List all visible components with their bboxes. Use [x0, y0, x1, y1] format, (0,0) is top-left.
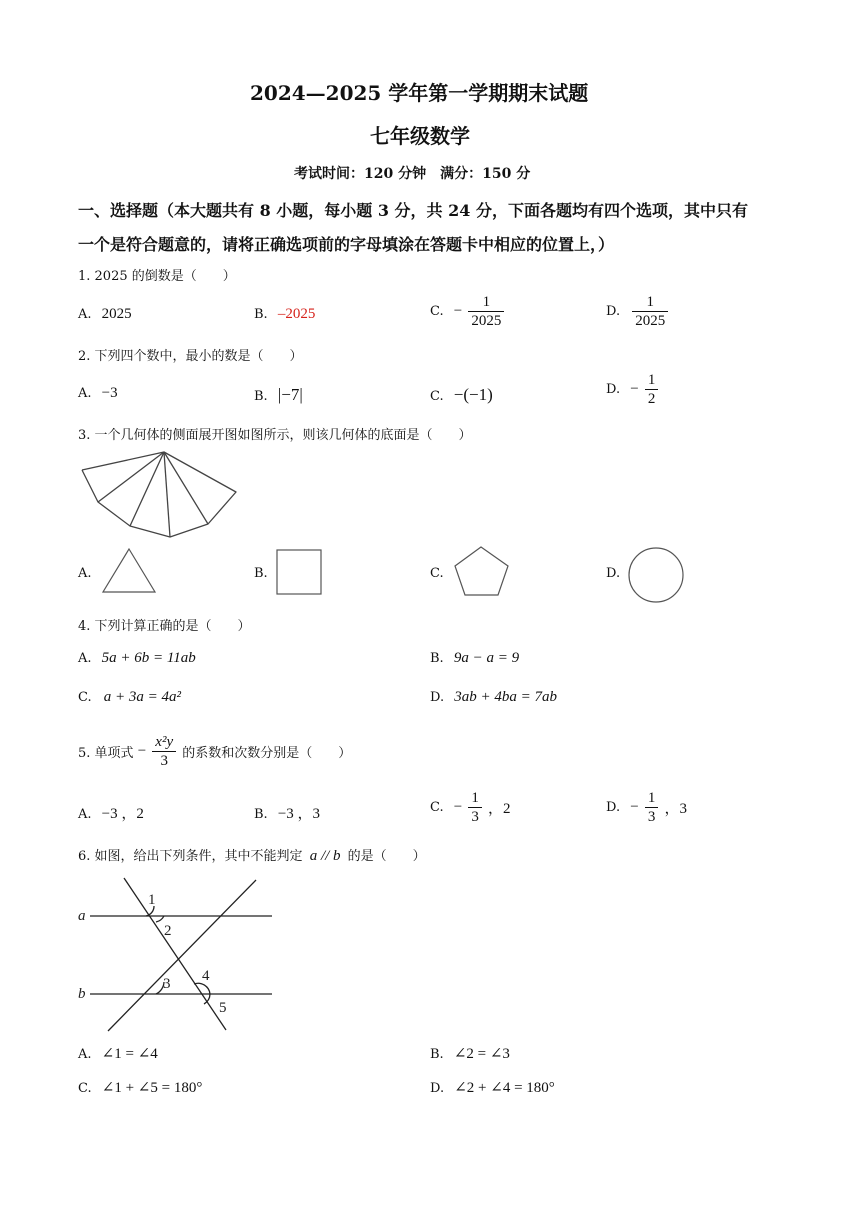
- net-fold-line: [164, 452, 170, 537]
- option-value: a + 3a = 4a²: [103, 689, 182, 705]
- option-fraction: [632, 293, 668, 330]
- option-value: 5a + 6b = 11ab: [101, 650, 196, 666]
- q4-option-a[interactable]: [78, 650, 196, 667]
- fraction-numerator: x²y: [152, 733, 176, 752]
- line-a-label: a: [78, 908, 86, 924]
- exam-info: 考试时间：120 分钟 满分：150 分: [294, 166, 531, 182]
- stem-prefix: 5. 单项式: [78, 746, 134, 761]
- question-3-stem: 3. 一个几何体的侧面展开图如图所示，则该几何体的底面是（ ）: [78, 428, 472, 443]
- fraction-denominator: 3: [160, 753, 168, 769]
- option-letter: C.: [78, 1081, 92, 1096]
- option-letter: C.: [430, 800, 444, 815]
- q2-option-c[interactable]: [430, 385, 493, 405]
- fraction-denominator: 2: [647, 391, 656, 407]
- option-value: −3 ，2: [101, 806, 144, 822]
- option-value: 9a − a = 9: [453, 650, 520, 666]
- question-5-stem: [78, 733, 351, 770]
- transversal-1: [124, 878, 226, 1030]
- q2-option-d[interactable]: [606, 371, 660, 408]
- fraction-denominator: 2025: [635, 313, 666, 329]
- q6-option-a[interactable]: [78, 1044, 158, 1063]
- option-letter: C.: [78, 690, 92, 705]
- option-value: ∠2 = ∠3: [453, 1046, 510, 1062]
- option-letter: D.: [606, 566, 621, 581]
- option-value: –2025: [277, 306, 316, 322]
- option-sign: −: [630, 381, 639, 397]
- q3-option-a[interactable]: [78, 566, 92, 581]
- option-fraction: [645, 371, 659, 408]
- exam-subtitle: 七年级数学: [370, 124, 470, 148]
- option-value: −3: [101, 385, 118, 401]
- option-letter: D.: [606, 304, 621, 319]
- pentagon-shape: [452, 544, 512, 600]
- section-heading-line2: 一个是符合题意的，请将正确选项前的字母填涂在答题卡中相应的位置上，）: [78, 235, 615, 254]
- option-fraction: [468, 789, 482, 826]
- option-sign: −: [453, 303, 463, 319]
- q1-option-a[interactable]: [78, 306, 132, 323]
- option-sign: −: [630, 799, 639, 815]
- option-letter: B.: [254, 389, 268, 404]
- triangle-shape: [100, 546, 158, 596]
- option-letter: D.: [606, 382, 621, 397]
- q2-option-a[interactable]: [78, 385, 118, 402]
- stem-prefix: 6. 如图，给出下列条件，其中不能判定: [78, 849, 303, 864]
- q4-option-c[interactable]: [78, 689, 181, 706]
- fraction-numerator: 1: [645, 371, 659, 390]
- stem-suffix: 的系数和次数分别是（ ）: [182, 746, 352, 761]
- angle-label-2: 2: [164, 923, 172, 939]
- fraction-numerator: 1: [468, 293, 504, 312]
- q1-option-c[interactable]: [430, 293, 506, 330]
- net-outline: [82, 452, 236, 537]
- option-letter: B.: [254, 807, 268, 822]
- question-4-stem: 4. 下列计算正确的是（ ）: [78, 619, 251, 634]
- option-letter: A.: [78, 807, 92, 822]
- option-value: 2025: [101, 306, 132, 322]
- fraction-numerator: 1: [645, 789, 659, 808]
- net-fold-line: [130, 452, 164, 526]
- option-letter: B.: [430, 1047, 444, 1062]
- option-value: 3ab + 4ba = 7ab: [454, 689, 557, 705]
- q1-option-b[interactable]: [254, 306, 315, 323]
- option-letter: C.: [430, 389, 444, 404]
- option-letter: D.: [606, 800, 621, 815]
- exam-title: 2024—2025 学年第一学期期末试题: [250, 81, 589, 105]
- q6-option-d[interactable]: [430, 1078, 555, 1097]
- line-b-label: b: [78, 986, 86, 1002]
- option-value: |−7|: [277, 385, 303, 404]
- option-value: ∠1 = ∠4: [101, 1046, 158, 1062]
- option-letter: B.: [430, 651, 444, 666]
- transversal-2: [108, 880, 256, 1031]
- q1-option-d[interactable]: [606, 293, 670, 330]
- question-1-stem: 1. 2025 的倒数是（ ）: [78, 269, 236, 284]
- angle-arc-2: [156, 916, 164, 922]
- option-letter: B.: [254, 566, 268, 581]
- option-letter: D.: [430, 1081, 445, 1096]
- square-shape: [275, 548, 325, 598]
- option-value: −(−1): [453, 385, 493, 404]
- option-tail: ，2: [488, 801, 511, 817]
- stem-sign: −: [137, 743, 147, 759]
- option-letter: A.: [78, 566, 92, 581]
- circle-shape: [627, 546, 687, 606]
- q3-option-d[interactable]: [606, 566, 620, 581]
- q6-option-c[interactable]: [78, 1078, 202, 1097]
- question-2-stem: 2. 下列四个数中，最小的数是（ ）: [78, 349, 303, 364]
- q4-option-b[interactable]: [430, 650, 519, 667]
- q3-option-b[interactable]: [254, 566, 268, 581]
- q5-option-b[interactable]: [254, 802, 320, 823]
- net-fold-line: [164, 452, 208, 524]
- option-fraction: [645, 789, 659, 826]
- option-letter: A.: [78, 307, 92, 322]
- option-value: −3 ，3: [277, 806, 321, 822]
- option-letter: B.: [254, 307, 268, 322]
- option-letter: A.: [78, 1047, 92, 1062]
- option-fraction: [468, 293, 504, 330]
- option-letter: C.: [430, 566, 444, 581]
- q4-option-d[interactable]: [430, 689, 557, 706]
- angle-label-5: 5: [219, 1000, 227, 1016]
- option-letter: A.: [78, 386, 92, 401]
- option-sign: −: [453, 799, 463, 815]
- q6-option-b[interactable]: [430, 1044, 510, 1063]
- fraction-denominator: 3: [471, 809, 479, 825]
- question-6-stem: [78, 845, 426, 865]
- option-letter: D.: [430, 690, 445, 705]
- q3-option-c[interactable]: [430, 566, 444, 581]
- stem-fraction: [152, 733, 176, 770]
- q5-option-a[interactable]: [78, 802, 144, 823]
- q5-option-d[interactable]: [606, 789, 687, 826]
- parallel-lines-diagram: [76, 874, 276, 1034]
- angle-label-3: 3: [163, 976, 171, 992]
- stem-suffix: 的是（ ）: [347, 849, 426, 864]
- section-heading-line1: 一、选择题（本大题共有 8 小题，每小题 3 分，共 24 分，下面各题均有四个选项，其中只有: [78, 201, 748, 220]
- option-letter: A.: [78, 651, 92, 666]
- q5-option-c[interactable]: [430, 789, 511, 826]
- stem-math: a // b: [309, 848, 341, 864]
- angle-label-4: 4: [202, 968, 210, 984]
- fraction-denominator: 3: [647, 809, 656, 825]
- option-tail: ，3: [664, 801, 687, 817]
- angle-label-1: 1: [148, 892, 156, 908]
- fraction-numerator: 1: [468, 789, 482, 808]
- fraction-denominator: 2025: [471, 313, 502, 329]
- option-letter: C.: [430, 304, 444, 319]
- q2-option-b[interactable]: [254, 385, 303, 405]
- option-value: ∠2 + ∠4 = 180°: [454, 1080, 555, 1096]
- net-diagram: [78, 448, 248, 543]
- fraction-numerator: 1: [632, 293, 668, 312]
- option-value: ∠1 + ∠5 = 180°: [101, 1080, 203, 1096]
